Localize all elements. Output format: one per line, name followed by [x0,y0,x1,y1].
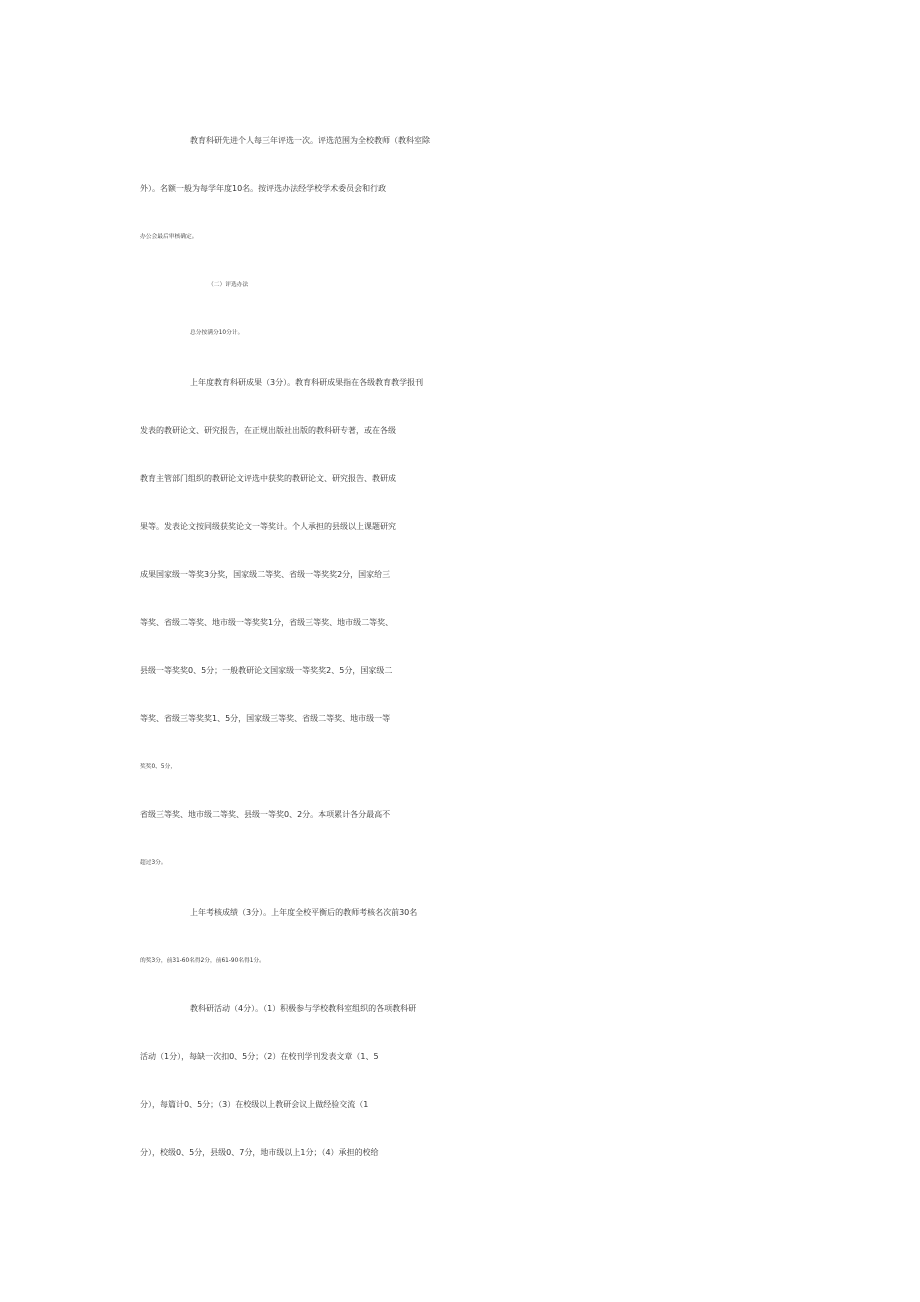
paragraph-line: 上年度教育科研成果（3分）。教育科研成果指在各级教育教学报刊 [190,378,424,387]
paragraph-line: 超过3分。 [140,860,167,866]
paragraph-line: 外）。名额一般为每学年度10名。按评选办法经学校学术委员会和行政 [140,184,387,193]
paragraph-line: 教科研活动（4分）。（1）积极参与学校教科室组织的各项教科研 [190,1004,417,1013]
paragraph-line: 奖奖0、5分， [140,764,177,770]
paragraph-line: 的奖3分，前31-60名得2分，前61-90名得1分。 [140,958,265,964]
paragraph-line: 教育科研先进个人每三年评选一次。评选范围为全校教师（教科室除 [190,136,430,145]
paragraph-line: 等奖、省级二等奖、地市级一等奖奖1分，省级三等奖、地市级二等奖、 [140,618,394,627]
paragraph-line: 总分按满分10分计。 [190,330,244,336]
paragraph-line: 上年考核成绩（3分）。上年度全校平衡后的教师考核名次前30名 [190,908,418,917]
paragraph-line: 省级三等奖、地市级二等奖、县级一等奖0、2分。本项累计各分最高不 [140,810,391,819]
paragraph-line: 办公会最后审核确定。 [140,234,198,240]
paragraph-line: 成果国家级一等奖3分奖，国家级二等奖、省级一等奖奖2分，国家给三 [140,570,391,579]
paragraph-line: 发表的教研论文、研究报告，在正规出版社出版的教科研专著，或在各级 [140,426,396,435]
paragraph-line: 等奖、省级三等奖奖1、5分，国家级三等奖、省级二等奖、地市级一等 [140,714,391,723]
section-heading: （二）评选办法 [208,282,249,288]
paragraph-line: 分），每篇计0、5分；（3）在校级以上教研会议上做经验交流（1 [140,1100,369,1109]
paragraph-line: 活动（1分），每缺一次扣0、5分；（2）在校刊学刊发表文章（1、5 [140,1052,379,1061]
paragraph-line: 果等。发表论文按同级获奖论文一等奖计。个人承担的县级以上课题研究 [140,522,396,531]
paragraph-line: 县级一等奖奖0、5分；一般教研论文国家级一等奖奖2、5分，国家级二 [140,666,393,675]
paragraph-line: 分），校级0、5分，县级0、7分，地市级以上1分；（4）承担的校给 [140,1148,379,1157]
paragraph-line: 教育主管部门组织的教研论文评选中获奖的教研论文、研究报告、教研成 [140,474,396,483]
